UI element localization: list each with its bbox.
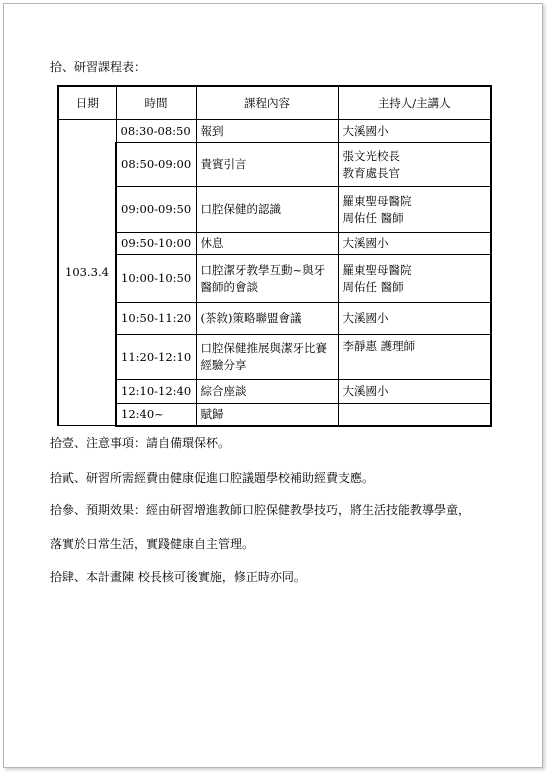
course-cell: 口腔潔牙教學互動~與牙醫師的會談 — [196, 255, 338, 303]
note-precautions: 拾壹、注意事項：請自備環保杯。 — [50, 436, 231, 450]
host-line: 李靜惠 護理師 — [342, 339, 416, 353]
header-time: 時間 — [116, 86, 196, 120]
course-cell: 休息 — [196, 233, 338, 255]
table-row — [58, 335, 491, 380]
table-row — [58, 120, 491, 143]
host-line: 大溪國小 — [342, 123, 389, 138]
course-cell: 報到 — [196, 120, 338, 143]
host-cell — [338, 120, 491, 143]
note-funding: 拾貳、研習所需經費由健康促進口腔議題學校補助經費支應。 — [50, 471, 375, 485]
table-row — [58, 255, 491, 303]
host-cell — [338, 255, 491, 303]
course-cell: 貴賓引言 — [196, 143, 338, 187]
time-cell: 09:00-09:50 — [116, 187, 196, 233]
time-cell: 09:50-10:00 — [116, 233, 196, 255]
time-cell: 12:10-12:40 — [116, 380, 196, 404]
host-line: 羅東聖母醫院 — [342, 193, 412, 208]
time-cell: 10:50-11:20 — [116, 303, 196, 335]
course-cell: 綜合座談 — [196, 380, 338, 404]
table-row — [58, 380, 491, 404]
course-cell: 賦歸 — [196, 404, 338, 426]
section-heading: 拾、研習課程表： — [50, 60, 147, 74]
table-row — [58, 143, 491, 187]
time-cell: 10:00-10:50 — [116, 255, 196, 303]
course-cell: 口腔保健推展與潔牙比賽經驗分享 — [196, 335, 338, 380]
table-row — [58, 404, 491, 426]
table-row — [58, 187, 491, 233]
host-cell — [338, 143, 491, 187]
note-expected-results: 拾參、預期效果：經由研習增進教師口腔保健教學技巧，將生活技能教導學童， — [50, 503, 471, 517]
schedule-table — [57, 85, 492, 427]
note-expected-results-cont: 落實於日常生活，實踐健康自主管理。 — [50, 537, 255, 551]
host-line: 周佑任 醫師 — [342, 210, 404, 225]
time-cell: 11:20-12:10 — [116, 335, 196, 380]
host-cell — [338, 404, 491, 426]
header-date: 日期 — [58, 86, 116, 120]
note-approval: 拾肆、本計畫陳 校長核可後實施，修正時亦同。 — [50, 570, 306, 584]
table-row — [58, 233, 491, 255]
host-line: 大溪國小 — [342, 384, 389, 398]
host-line: 羅東聖母醫院 — [342, 262, 412, 277]
header-course: 課程內容 — [196, 86, 338, 120]
host-line: 教育處長官 — [342, 165, 400, 180]
course-cell: 口腔保健的認識 — [196, 187, 338, 233]
table-row — [58, 303, 491, 335]
host-cell — [338, 187, 491, 233]
host-cell — [338, 335, 491, 380]
host-line: 大溪國小 — [342, 236, 389, 250]
header-host: 主持人/主講人 — [338, 86, 491, 120]
host-line: 大溪國小 — [342, 311, 389, 325]
time-cell: 12:40~ — [116, 404, 196, 426]
time-cell: 08:50-09:00 — [116, 143, 196, 187]
course-cell: (茶敘)策略聯盟會議 — [196, 303, 338, 335]
date-cell: 103.3.4 — [58, 120, 116, 426]
host-cell — [338, 380, 491, 404]
table-header-row — [58, 86, 491, 120]
host-cell — [338, 303, 491, 335]
host-line: 張文光校長 — [342, 148, 400, 163]
host-line: 周佑任 醫師 — [342, 279, 404, 294]
time-cell: 08:30-08:50 — [116, 120, 196, 143]
host-cell — [338, 233, 491, 255]
